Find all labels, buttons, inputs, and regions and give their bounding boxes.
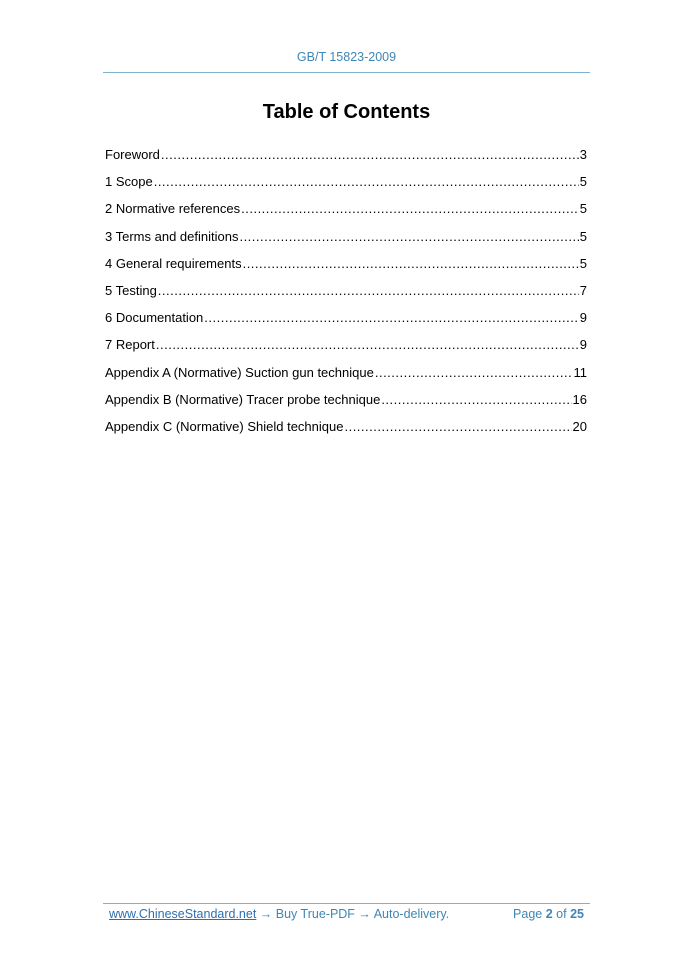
toc-entry-label: 6 Documentation	[105, 310, 204, 326]
page-current: 2	[545, 907, 553, 921]
toc-entry-page: 7	[579, 282, 587, 298]
toc-entry-report[interactable]	[105, 334, 587, 361]
toc-dot-leader	[154, 171, 579, 192]
page-total: 25	[570, 907, 584, 921]
toc-entry-page: 5	[579, 228, 587, 244]
toc-entry-foreword[interactable]	[105, 144, 587, 171]
toc-entry-page: 16	[572, 391, 587, 407]
toc-entry-page: 9	[579, 337, 587, 353]
toc-entry-normative-references[interactable]	[105, 198, 587, 225]
toc-dot-leader	[156, 334, 579, 355]
toc-dot-leader	[381, 389, 571, 410]
toc-entry-label: 7 Report	[105, 337, 155, 353]
toc-entry-page: 3	[579, 147, 587, 162]
toc-entry-page: 5	[579, 174, 587, 190]
toc-entry-page: 5	[579, 201, 587, 217]
toc-entry-page: 11	[573, 364, 587, 380]
toc-dot-leader	[239, 226, 578, 247]
toc-entry-label: 3 Terms and definitions	[105, 228, 239, 244]
toc-entry-general-requirements[interactable]	[105, 253, 587, 280]
page-indicator	[513, 907, 584, 921]
toc-entry-page: 9	[579, 310, 587, 326]
toc-entry-appendix-b[interactable]	[105, 389, 587, 416]
toc-entry-testing[interactable]	[105, 280, 587, 307]
page-footer	[109, 907, 584, 921]
toc-entry-label: Appendix A (Normative) Suction gun technique	[105, 364, 374, 380]
toc-dot-leader	[375, 362, 573, 383]
toc-entry-appendix-c[interactable]	[105, 416, 587, 443]
toc-dot-leader	[243, 253, 579, 274]
toc-entry-label: Appendix B (Normative) Tracer probe technique	[105, 391, 381, 407]
toc-list	[105, 144, 587, 443]
toc-entry-label: 1 Scope	[105, 174, 153, 190]
running-header: GB/T 15823-2009	[296, 50, 397, 64]
toc-entry-label: Appendix C (Normative) Shield technique	[105, 418, 344, 434]
toc-dot-leader	[158, 280, 579, 301]
toc-title: Table of Contents	[262, 101, 431, 123]
toc-entry-page: 5	[579, 255, 587, 271]
toc-entry-label: 5 Testing	[105, 282, 157, 298]
toc-dot-leader	[344, 416, 571, 437]
toc-entry-terms-and-definitions[interactable]	[105, 226, 587, 253]
page-of-label: of	[556, 907, 567, 921]
website-link[interactable]: www.ChineseStandard.net	[109, 907, 257, 921]
page-label: Page	[513, 907, 543, 921]
toc-dot-leader	[241, 198, 579, 219]
footer-promo-text: → Buy True-PDF → Auto-delivery.	[256, 907, 450, 921]
toc-entry-page: 20	[572, 418, 587, 434]
toc-entry-label: 4 General requirements	[105, 255, 242, 271]
header-divider	[103, 72, 590, 73]
toc-dot-leader	[161, 144, 579, 165]
toc-entry-label: 2 Normative references	[105, 201, 241, 217]
toc-entry-scope[interactable]	[105, 171, 587, 198]
toc-entry-label: Foreword	[105, 147, 160, 162]
toc-entry-documentation[interactable]	[105, 307, 587, 334]
footer-divider	[103, 903, 590, 904]
toc-entry-appendix-a[interactable]	[105, 362, 587, 389]
toc-dot-leader	[204, 307, 578, 328]
